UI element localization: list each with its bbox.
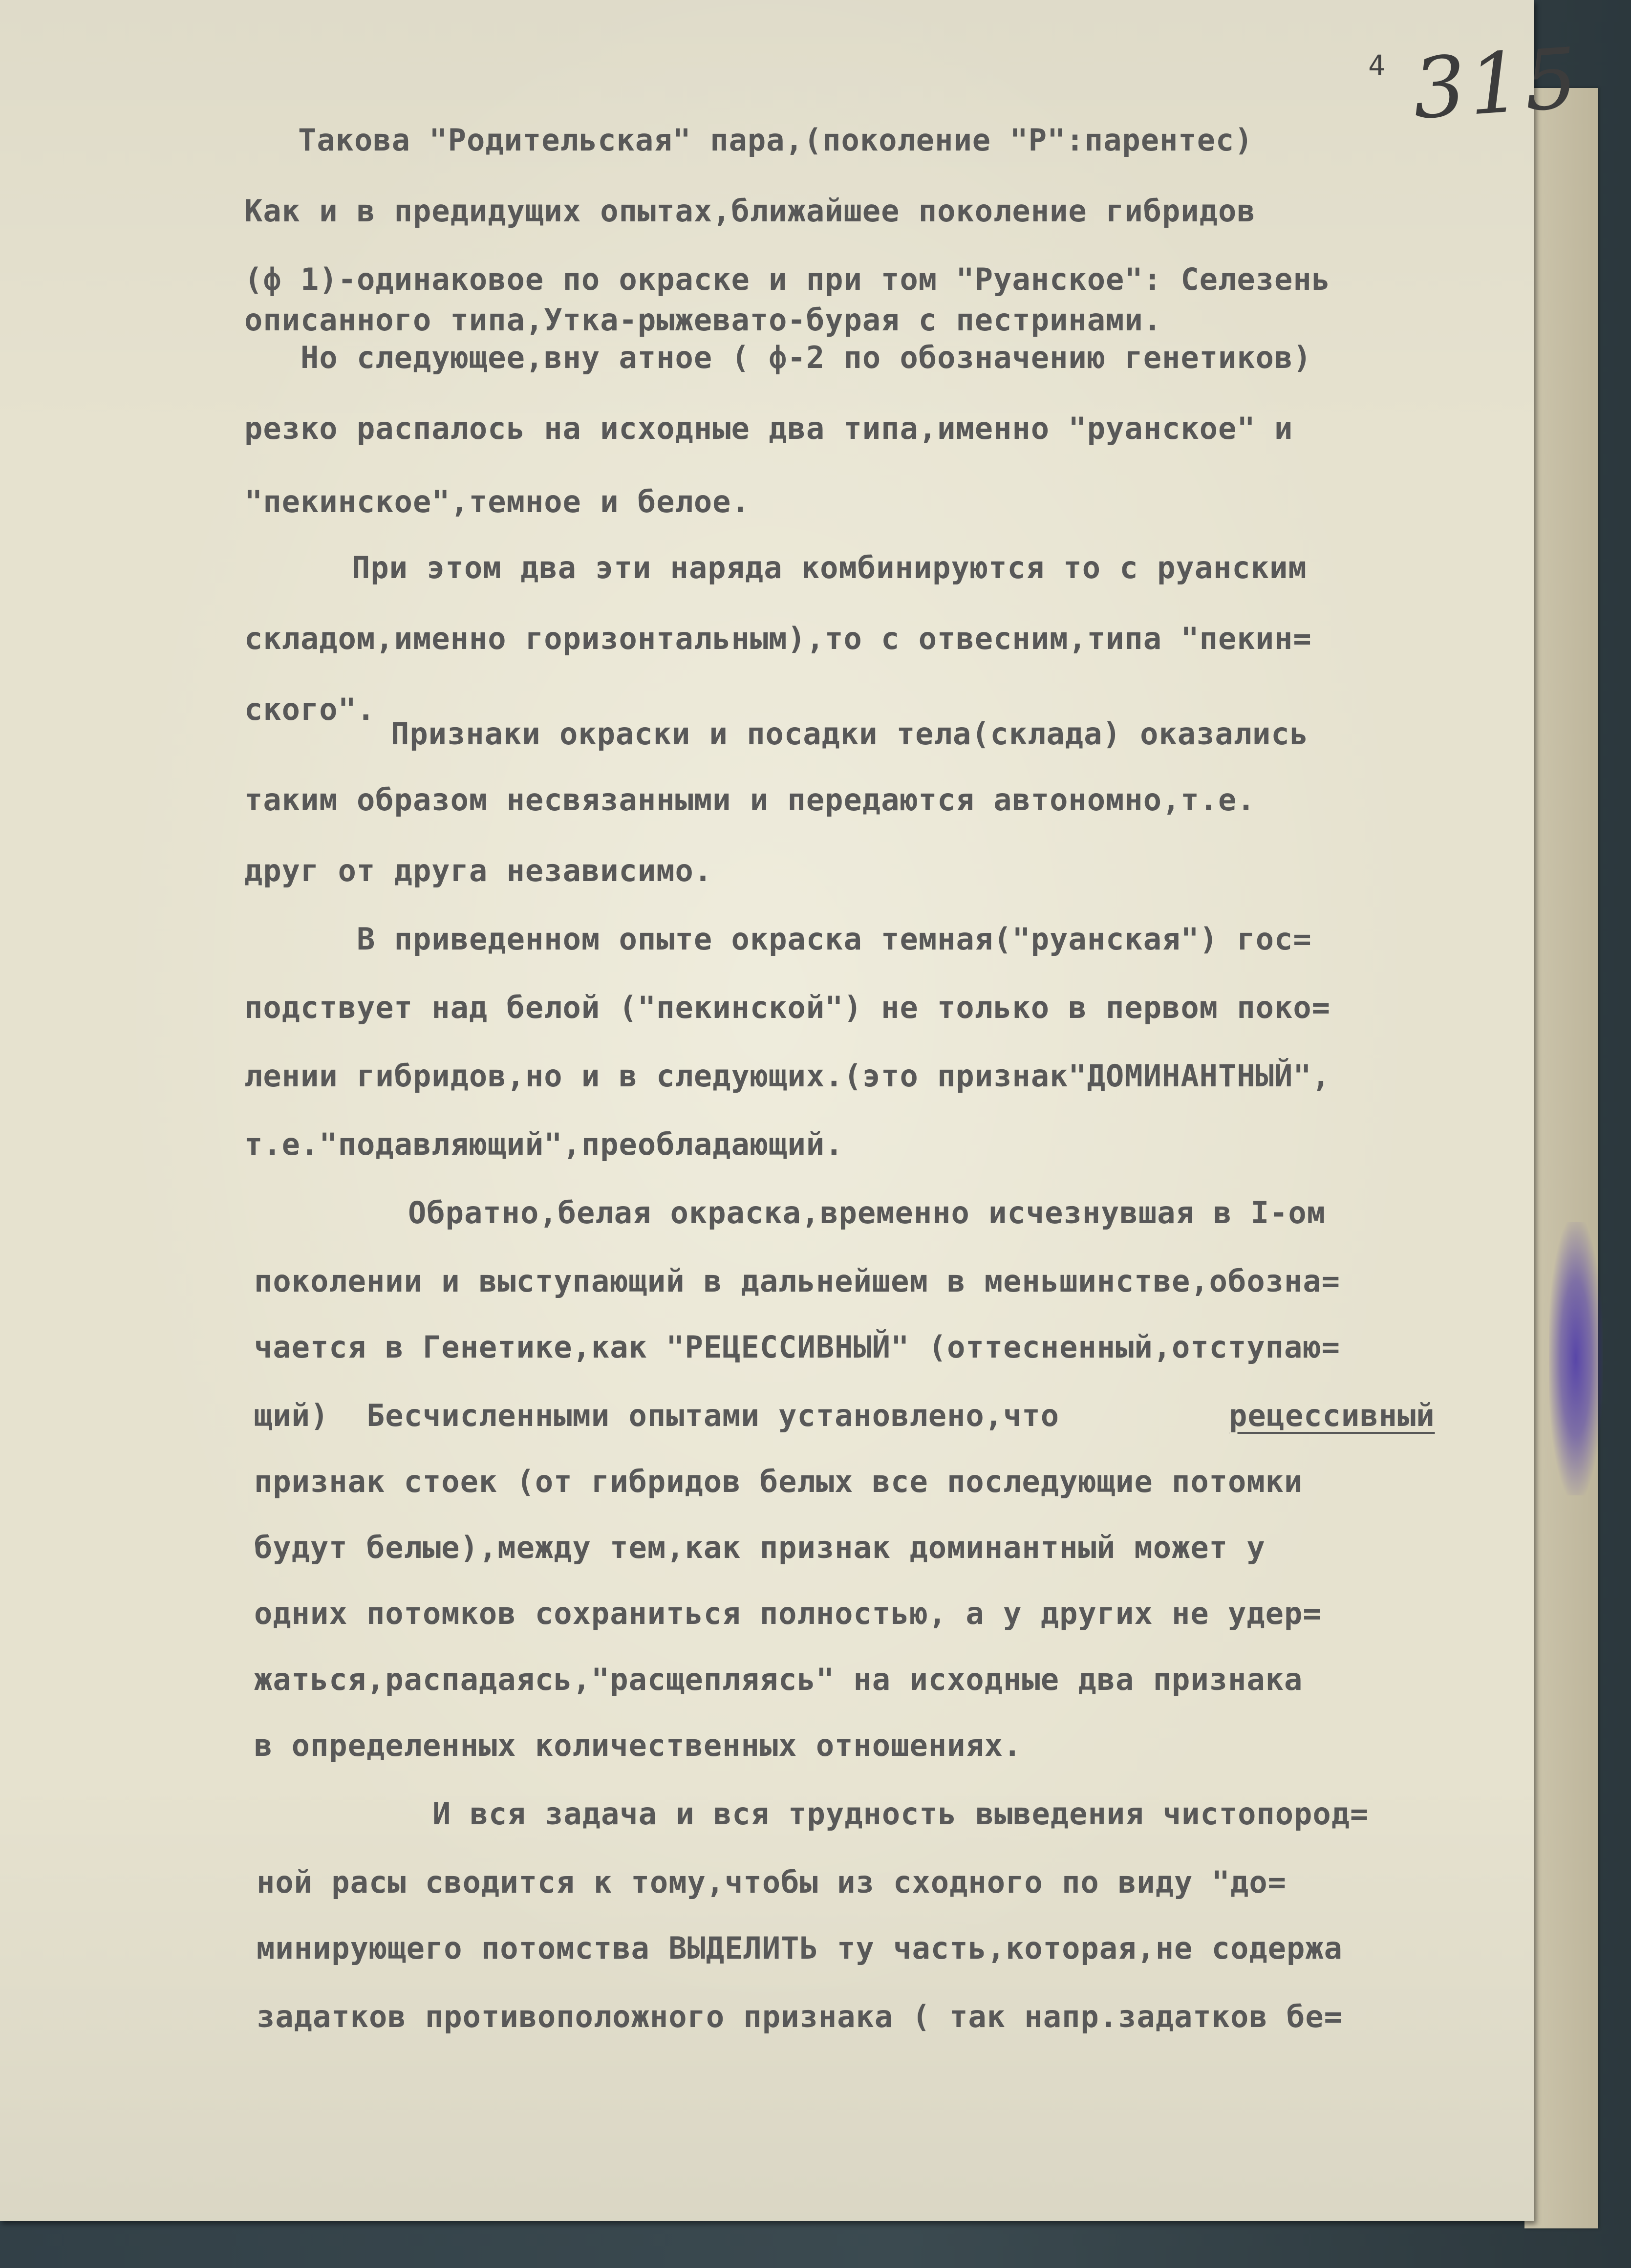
text-line: признак стоек (от гибридов белых все последующие потомки: [254, 1464, 1303, 1499]
text-line: щий) Бесчисленными опытами установлено,что: [254, 1398, 1060, 1433]
text-line: ной расы сводится к тому,чтобы из сходного по виду "до=: [257, 1864, 1287, 1900]
underlined-word: рецессивный: [1229, 1398, 1435, 1433]
text-line: "пекинское",темное и белое.: [244, 484, 750, 519]
text-line: чается в Генетике,как "РЕЦЕССИВНЫЙ" (оттесненный,отступаю=: [254, 1329, 1340, 1365]
text-line: Но следующее,вну атное ( ф-2 по обозначению генетиков): [300, 340, 1312, 375]
text-line: поколении и выступающий в дальнейшем в меньшинстве,обозна=: [254, 1263, 1340, 1299]
text-line: подствует над белой ("пекинской") не только в первом поко=: [244, 990, 1331, 1025]
text-line: лении гибридов,но и в следующих.(это признак"ДОМИНАНТНЫЙ",: [244, 1058, 1331, 1094]
text-line: описанного типа,Утка-рыжевато-бурая с пестринами.: [244, 302, 1162, 338]
text-line: минирующего потомства ВЫДЕЛИТЬ ту часть,которая,не содержа: [257, 1930, 1343, 1966]
text-line: И вся задача и вся трудность выведения чистопород=: [432, 1796, 1369, 1832]
text-line: друг от друга независимо.: [244, 853, 713, 888]
text-line: Как и в предидущих опытах,ближайшее поколение гибридов: [244, 193, 1256, 229]
text-line: одних потомков сохраниться полностью, а у других не удер=: [254, 1596, 1322, 1631]
text-line: в определенных количественных отношениях.: [254, 1728, 1022, 1763]
text-line: жаться,распадаясь,"расщепляясь" на исходные два признака: [254, 1662, 1303, 1697]
text-line: При этом два эти наряда комбинируются то с руанским: [352, 550, 1307, 585]
text-line: Такова "Родительская" пара,(поколение "P":парентес): [298, 122, 1253, 158]
text-line: будут белые),между тем,как признак доминантный может у: [254, 1530, 1266, 1565]
text-line: складом,именно горизонтальным),то с отвесним,типа "пекин=: [244, 621, 1312, 656]
page-number: 4: [1368, 49, 1385, 82]
text-line: Обратно,белая окраска,временно исчезнувшая в I-ом: [408, 1195, 1326, 1231]
text-line: В приведенном опыте окраска темная("руанская") гос=: [357, 921, 1312, 957]
text-line: ского".: [244, 691, 376, 727]
text-line: (ф 1)-одинаковое по окраске и при том "Руанское": Селезень: [244, 261, 1331, 297]
text-line: Признаки окраски и посадки тела(склада) оказались: [391, 716, 1309, 752]
ink-stain: [1549, 1222, 1603, 1495]
text-line: задатков противоположного признака ( так напр.задатков бе=: [257, 1999, 1343, 2034]
underlying-sheet-edge: [1524, 88, 1598, 2228]
text-line: резко распалось на исходные два типа,именно "руанское" и: [244, 410, 1293, 446]
handwritten-folio-number: 315: [1410, 30, 1584, 138]
text-line: т.е."подавляющий",преобладающий.: [244, 1126, 844, 1162]
text-line: таким образом несвязанными и передаются автономно,т.е.: [244, 782, 1256, 818]
